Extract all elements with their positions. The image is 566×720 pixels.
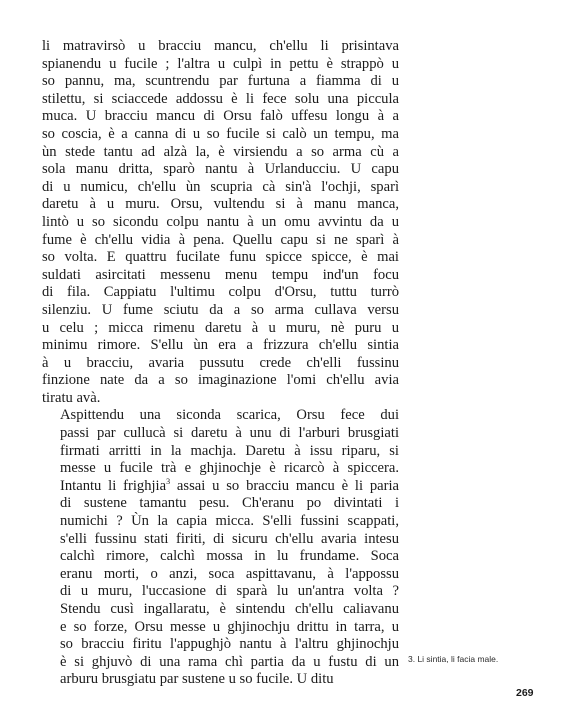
text-line: tiratu avà. — [42, 389, 101, 406]
text-line: Stendu cusì ingallaratu, è sintendu ch'ellu caliavanu — [60, 601, 399, 617]
text-line: stilettu, si sciaccede addossu è li fece solu una piccula — [42, 90, 399, 107]
text-line: di sustene tamantu pesu. Ch'eranu po divintati i — [60, 495, 399, 512]
text-line: passi par cullucà si daretu à unu di l'arburi brusgiati — [60, 425, 399, 442]
text-line: sola manu dritta, sparò nantu à Urlanducciu. U capu — [42, 161, 399, 178]
text-line: e so forze, Orsu messe u ghjinochju drittu in tarra, u — [60, 618, 399, 635]
text-line: so bracciu firitu l'appughjò nantu à l'altru ghjinochju — [60, 636, 399, 653]
text-line: calchì rimore, calchì mossa in lu frundame. Soca — [60, 548, 399, 565]
text-line: Intantu li frighjia$^3$ assai u so bracciu mancu è li paria — [60, 476, 399, 494]
text-line: eranu morti, o anzi, soca aspittavanu, à l'appossu — [60, 565, 399, 582]
footnote: 3. Li sintia, li facia male. — [408, 654, 499, 664]
text-line: arburu brusgiatu par sustene u so fucile. U ditu — [60, 671, 334, 688]
text-line: u celu ; micca rimenu daretu à u muru, nè puru u — [42, 319, 399, 336]
text-line: so volta. E quattru fucilate funu spicce spicce, è mai — [42, 249, 399, 266]
text-line: lintò u so sicondu colpu nantu à un omu avvintu da u — [42, 213, 399, 230]
paragraph-2 — [42, 407, 399, 689]
text-line: s'elli fussinu stati firiti, di sicuru ch'ellu avaria intesu — [60, 530, 399, 547]
body-text — [42, 38, 399, 689]
text-line: di u muru, l'uccasione di sparà lu un'antra volta ? — [60, 583, 399, 600]
page-number: 269 — [516, 687, 534, 699]
text-line: fume è ch'ellu vidia à pena. Quellu capu si ne sparì à — [42, 231, 399, 248]
text-line: so coscia, è a canna di u so fucile si calò un tempu, ma — [42, 125, 399, 142]
text-line: di fila. Cappiatu l'ultimu colpu d'Orsu, tuttu turrò — [42, 284, 399, 301]
text-line: li matravirsò u bracciu mancu, ch'ellu li prisintava — [42, 38, 399, 54]
text-line: di u numicu, ch'ellu ùn scupria cà sin'à l'ochji, sparì — [42, 178, 399, 195]
text-line: firmati arritti in la machja. Daretu à issu riparu, si — [60, 442, 399, 459]
text-line: minimu rimore. S'ellu ùn era a frizzura ch'ellu sintia — [42, 337, 399, 354]
text-line: à u bracciu, avaria pussutu crede ch'elli fussinu — [42, 354, 399, 371]
text-line: messe u fucile trà e ghjinochje è ricarcò à spiccera. — [60, 460, 399, 477]
text-line: silenziu. U fume sciutu da a so arma cullava versu — [42, 301, 399, 318]
text-line: Aspittendu una siconda scarica, Orsu fece dui — [60, 407, 399, 424]
text-line: spianendu u fucile ; l'altra u culpì in pettu è strappò u — [42, 55, 399, 72]
footnote-reference: 3 — [166, 476, 171, 486]
text-line: ùn stede tantu ad alzà la, è virsiendu a so arma cù a — [42, 143, 399, 160]
paragraph-1 — [42, 38, 399, 407]
text-line: muca. U bracciu mancu di Orsu falò uffesu longu à a — [42, 108, 399, 125]
text-line: finzione nate da a so imaginazione l'omi ch'ellu avia — [42, 372, 399, 389]
text-line: daretu à u muru. Orsu, vultendu si à manu manca, — [42, 196, 399, 213]
text-line: suldati asircitati messenu menu tempu ind'un focu — [42, 266, 399, 283]
text-line: numichi ? Ùn la capia micca. S'elli fussini scappati, — [60, 513, 399, 530]
text-line: è si ghjuvò di una rama chì partia da u fustu di un — [60, 653, 399, 670]
text-line: so pannu, ma, scuntrendu par furtuna a fiamma di u — [42, 73, 399, 90]
text-fragment: assai u so bracciu mancu è li paria — [170, 477, 399, 494]
